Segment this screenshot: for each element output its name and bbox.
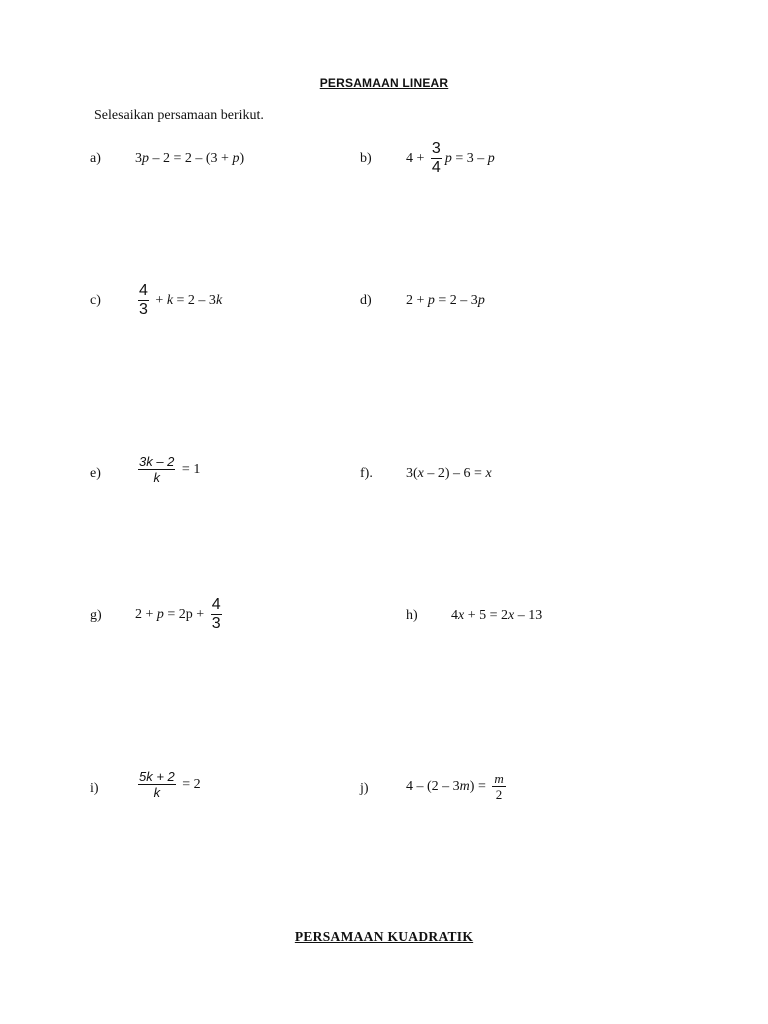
instruction-text: Selesaikan persamaan berikut. — [94, 108, 264, 123]
fraction: $\frac{4}{3}$ — [211, 596, 221, 632]
problem-g-label: g) — [90, 608, 102, 623]
problem-j-label: j) — [360, 781, 369, 796]
page-title: PERSAMAAN LINEAR — [319, 76, 449, 90]
problem-j-equation: 4 – (2 – 3 m ) = $\frac{m}{2}$ — [406, 771, 504, 802]
fraction: $\frac{m}{2}$ — [494, 771, 504, 802]
problem-a-label: a) — [90, 151, 101, 166]
problem-f-label: f). — [360, 466, 373, 481]
problem-d-label: d) — [360, 293, 372, 308]
problem-d-equation: 2 + p = 2 – 3 p — [406, 293, 485, 308]
problem-c-equation: $\frac{4}{3}$ + k = 2 – 3 k — [139, 282, 223, 318]
problem-e-equation: $\frac{3k - 2}{k}$ = 1 — [139, 454, 201, 485]
problem-c-label: c) — [90, 293, 101, 308]
problem-f-equation: 3( x – 2) – 6 = x — [406, 466, 492, 481]
problem-h-label: h) — [406, 608, 418, 623]
problem-b-equation: 4 + $\frac{3}{4}$ p = 3 – p — [406, 140, 495, 176]
problem-b-label: b) — [360, 151, 372, 166]
section-title-quadratic: PERSAMAAN KUADRATIK — [294, 929, 474, 944]
problem-i-label: i) — [90, 781, 99, 796]
problem-h-equation: 4 x + 5 = 2 x – 13 — [451, 608, 543, 623]
fraction: $\frac{3}{4}$ — [431, 140, 441, 176]
problem-i-equation: $\frac{5k + 2}{k}$ = 2 — [139, 769, 201, 800]
fraction: $\frac{4}{3}$ — [139, 282, 148, 318]
problem-e-label: e) — [90, 466, 101, 481]
problem-g-equation: 2 + p = 2p + $\frac{4}{3}$ — [135, 596, 221, 632]
fraction: $\frac{3k - 2}{k}$ — [139, 454, 175, 485]
fraction: $\frac{5k + 2}{k}$ — [139, 769, 175, 800]
problem-a-equation: 3 p – 2 = 2 – (3 + p ) — [135, 151, 245, 166]
